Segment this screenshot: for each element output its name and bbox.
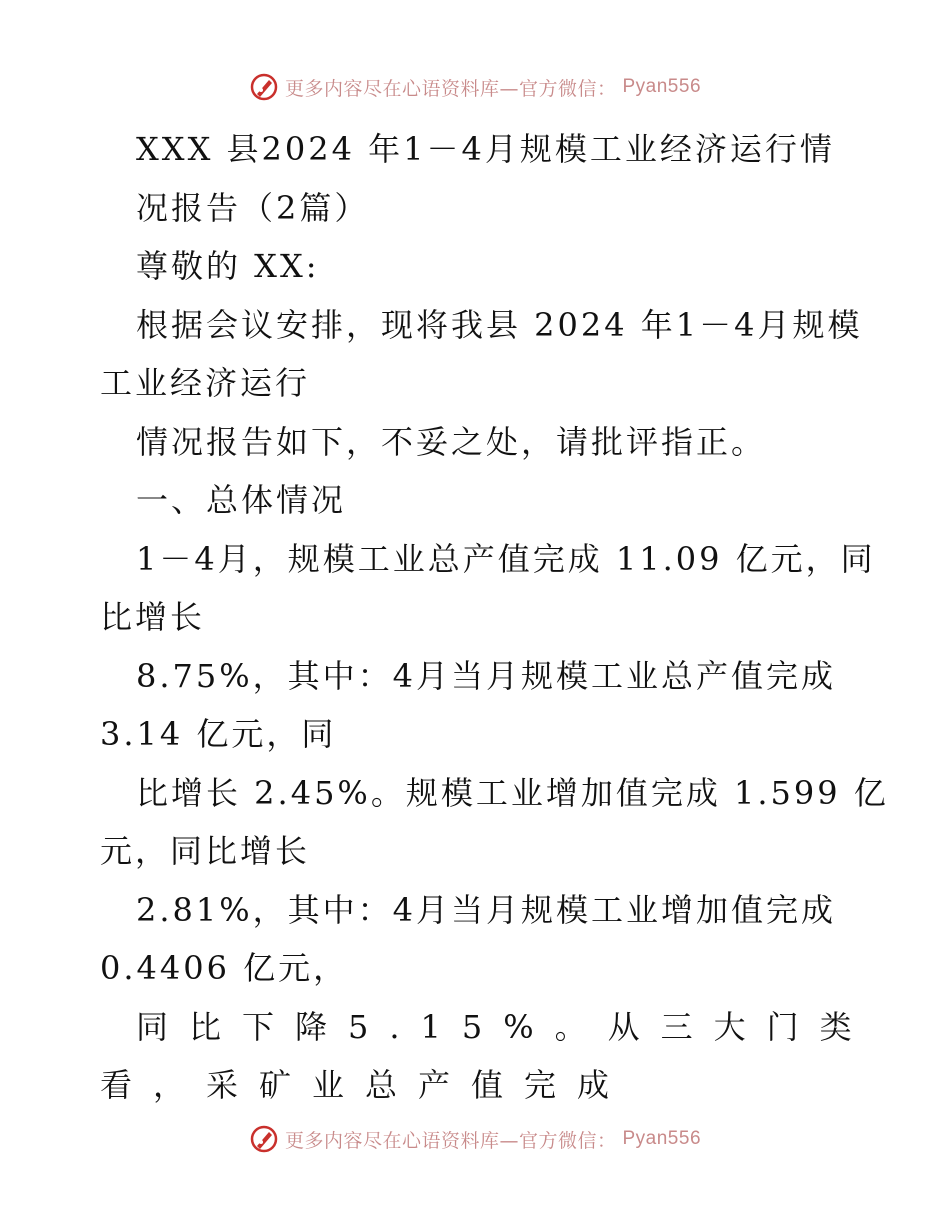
watermark-header <box>0 72 950 102</box>
text-line: 2.81%，其中：4月当月规模工业增加值完成 <box>136 890 837 929</box>
text-line: XXX 县2024 年1－4月规模工业经济运行情 <box>136 130 835 168</box>
pen-logo-icon <box>249 1124 279 1154</box>
text-line: 尊敬的 XX: <box>136 247 320 285</box>
pen-logo-icon <box>249 72 279 102</box>
text-line: 8.75%，其中：4月当月规模工业总产值完成 <box>136 656 837 695</box>
watermark-text: 更多内容尽在心语资料库—官方微信： <box>284 1129 617 1152</box>
text-line: 比增长 <box>100 598 206 636</box>
text-line: 情况报告如下，不妥之处，请批评指正。 <box>136 422 767 461</box>
text-line: 元，同比增长 <box>100 832 311 870</box>
text-line: 看，采矿业总产值完成 <box>100 1066 631 1104</box>
text-line: 1－4月，规模工业总产值完成 11.09 亿元，同 <box>136 539 876 578</box>
document-body <box>100 120 889 1115</box>
text-line: 3.14 亿元，同 <box>100 715 337 753</box>
text-line: 同比下降5.15%。从三大门类 <box>136 1007 873 1046</box>
watermark-footer <box>0 1124 950 1154</box>
watermark-text: 更多内容尽在心语资料库—官方微信： <box>284 77 617 100</box>
watermark-wechat-id: Pyan556 <box>622 76 702 97</box>
section-heading: 一、总体情况 <box>136 481 347 519</box>
text-line: 根据会议安排，现将我县 2024 年1－4月规模 <box>136 305 863 344</box>
text-line: 0.4406 亿元， <box>100 949 349 987</box>
watermark-wechat-id: Pyan556 <box>622 1128 702 1149</box>
text-line: 况报告（2篇） <box>136 188 370 227</box>
text-line: 比增长 2.45%。规模工业增加值完成 1.599 亿 <box>136 773 889 812</box>
text-line: 工业经济运行 <box>100 364 311 402</box>
